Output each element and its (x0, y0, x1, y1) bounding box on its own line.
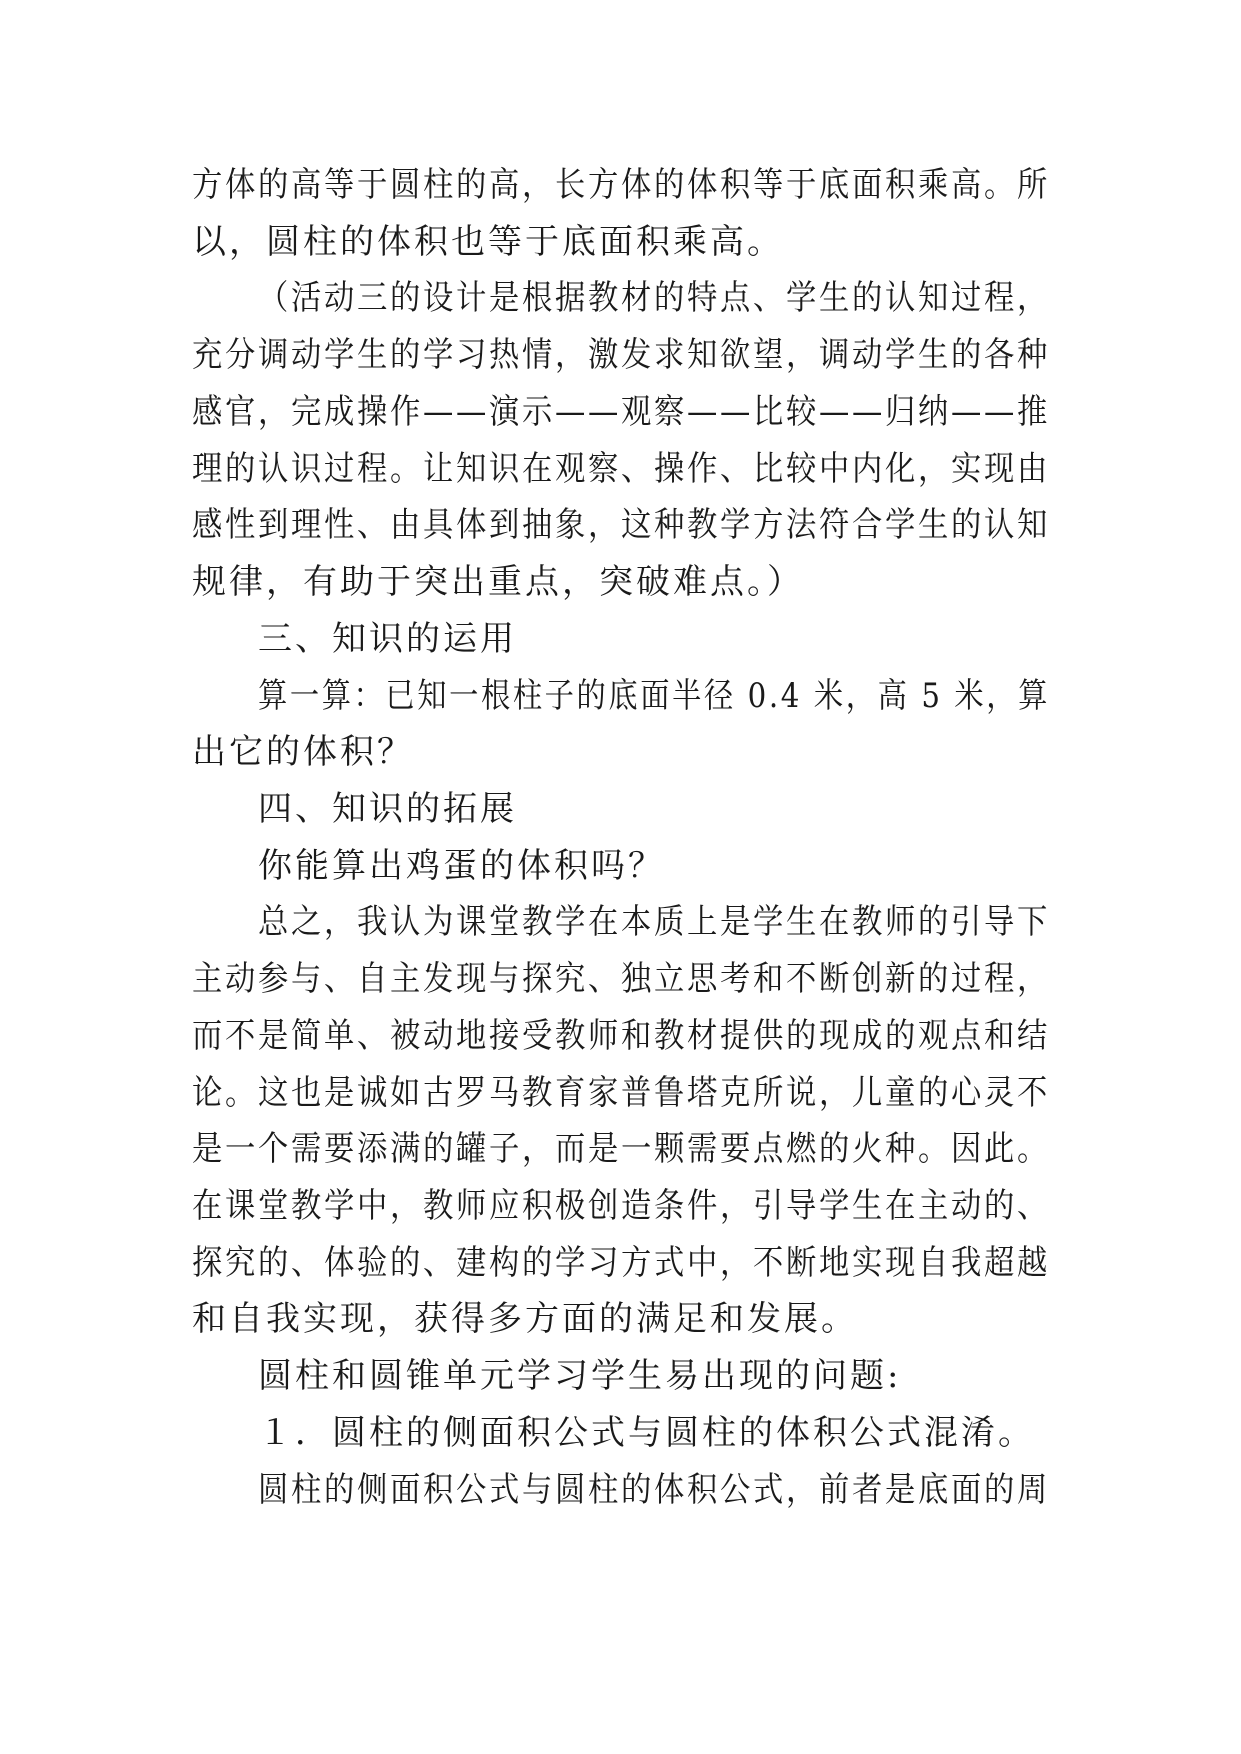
list-item-1: １．圆柱的侧面积公式与圆柱的体积公式混淆。 (258, 1413, 1035, 1453)
text-line-19: 在课堂教学中，教师应积极创造条件，引导学生在主动的、 (192, 1186, 1051, 1226)
text-line-1: 方体的高等于圆柱的高，长方体的体积等于底面积乘高。所 (192, 165, 1051, 205)
text-line-15: 主动参与、自主发现与探究、独立思考和不断创新的过程， (192, 959, 1051, 999)
text-line-17: 论。这也是诚如古罗马教育家普鲁塔克所说，儿童的心灵不 (192, 1073, 1051, 1113)
text-line-22: 圆柱和圆锥单元学习学生易出现的问题: (258, 1356, 902, 1396)
text-line-11: 出它的体积？ (192, 732, 414, 772)
text-line-7: 感性到理性、由具体到抽象，这种教学方法符合学生的认知 (192, 505, 1051, 545)
text-line-8: 规律，有助于突出重点，突破难点。） (192, 562, 804, 602)
text-line-24: 圆柱的侧面积公式与圆柱的体积公式，前者是底面的周 (258, 1470, 1051, 1510)
text-line-16: 而不是简单、被动地接受教师和教材提供的现成的观点和结 (192, 1016, 1051, 1056)
text-line-13: 你能算出鸡蛋的体积吗？ (258, 846, 665, 886)
text-line-5: 感官，完成操作——演示——观察——比较——归纳——推 (192, 392, 1051, 432)
text-line-4: 充分调动学生的学习热情，激发求知欲望，调动学生的各种 (192, 335, 1051, 375)
section-heading-3: 三、知识的运用 (258, 619, 517, 659)
text-line-10: 算一算：已知一根柱子的底面半径 0.4 米，高 5 米，算 (258, 676, 1050, 716)
text-line-14: 总之，我认为课堂教学在本质上是学生在教师的引导下 (258, 902, 1051, 942)
text-line-18: 是一个需要添满的罐子，而是一颗需要点燃的火种。因此。 (192, 1129, 1051, 1169)
text-line-21: 和自我实现，获得多方面的满足和发展。 (192, 1299, 858, 1339)
text-line-2: 以，圆柱的体积也等于底面积乘高。 (192, 222, 784, 262)
text-line-20: 探究的、体验的、建构的学习方式中，不断地实现自我超越 (192, 1243, 1051, 1283)
section-heading-4: 四、知识的拓展 (258, 789, 517, 829)
text-line-6: 理的认识过程。让知识在观察、操作、比较中内化，实现由 (192, 449, 1051, 489)
text-line-3: （活动三的设计是根据教材的特点、学生的认知过程， (258, 278, 1051, 318)
